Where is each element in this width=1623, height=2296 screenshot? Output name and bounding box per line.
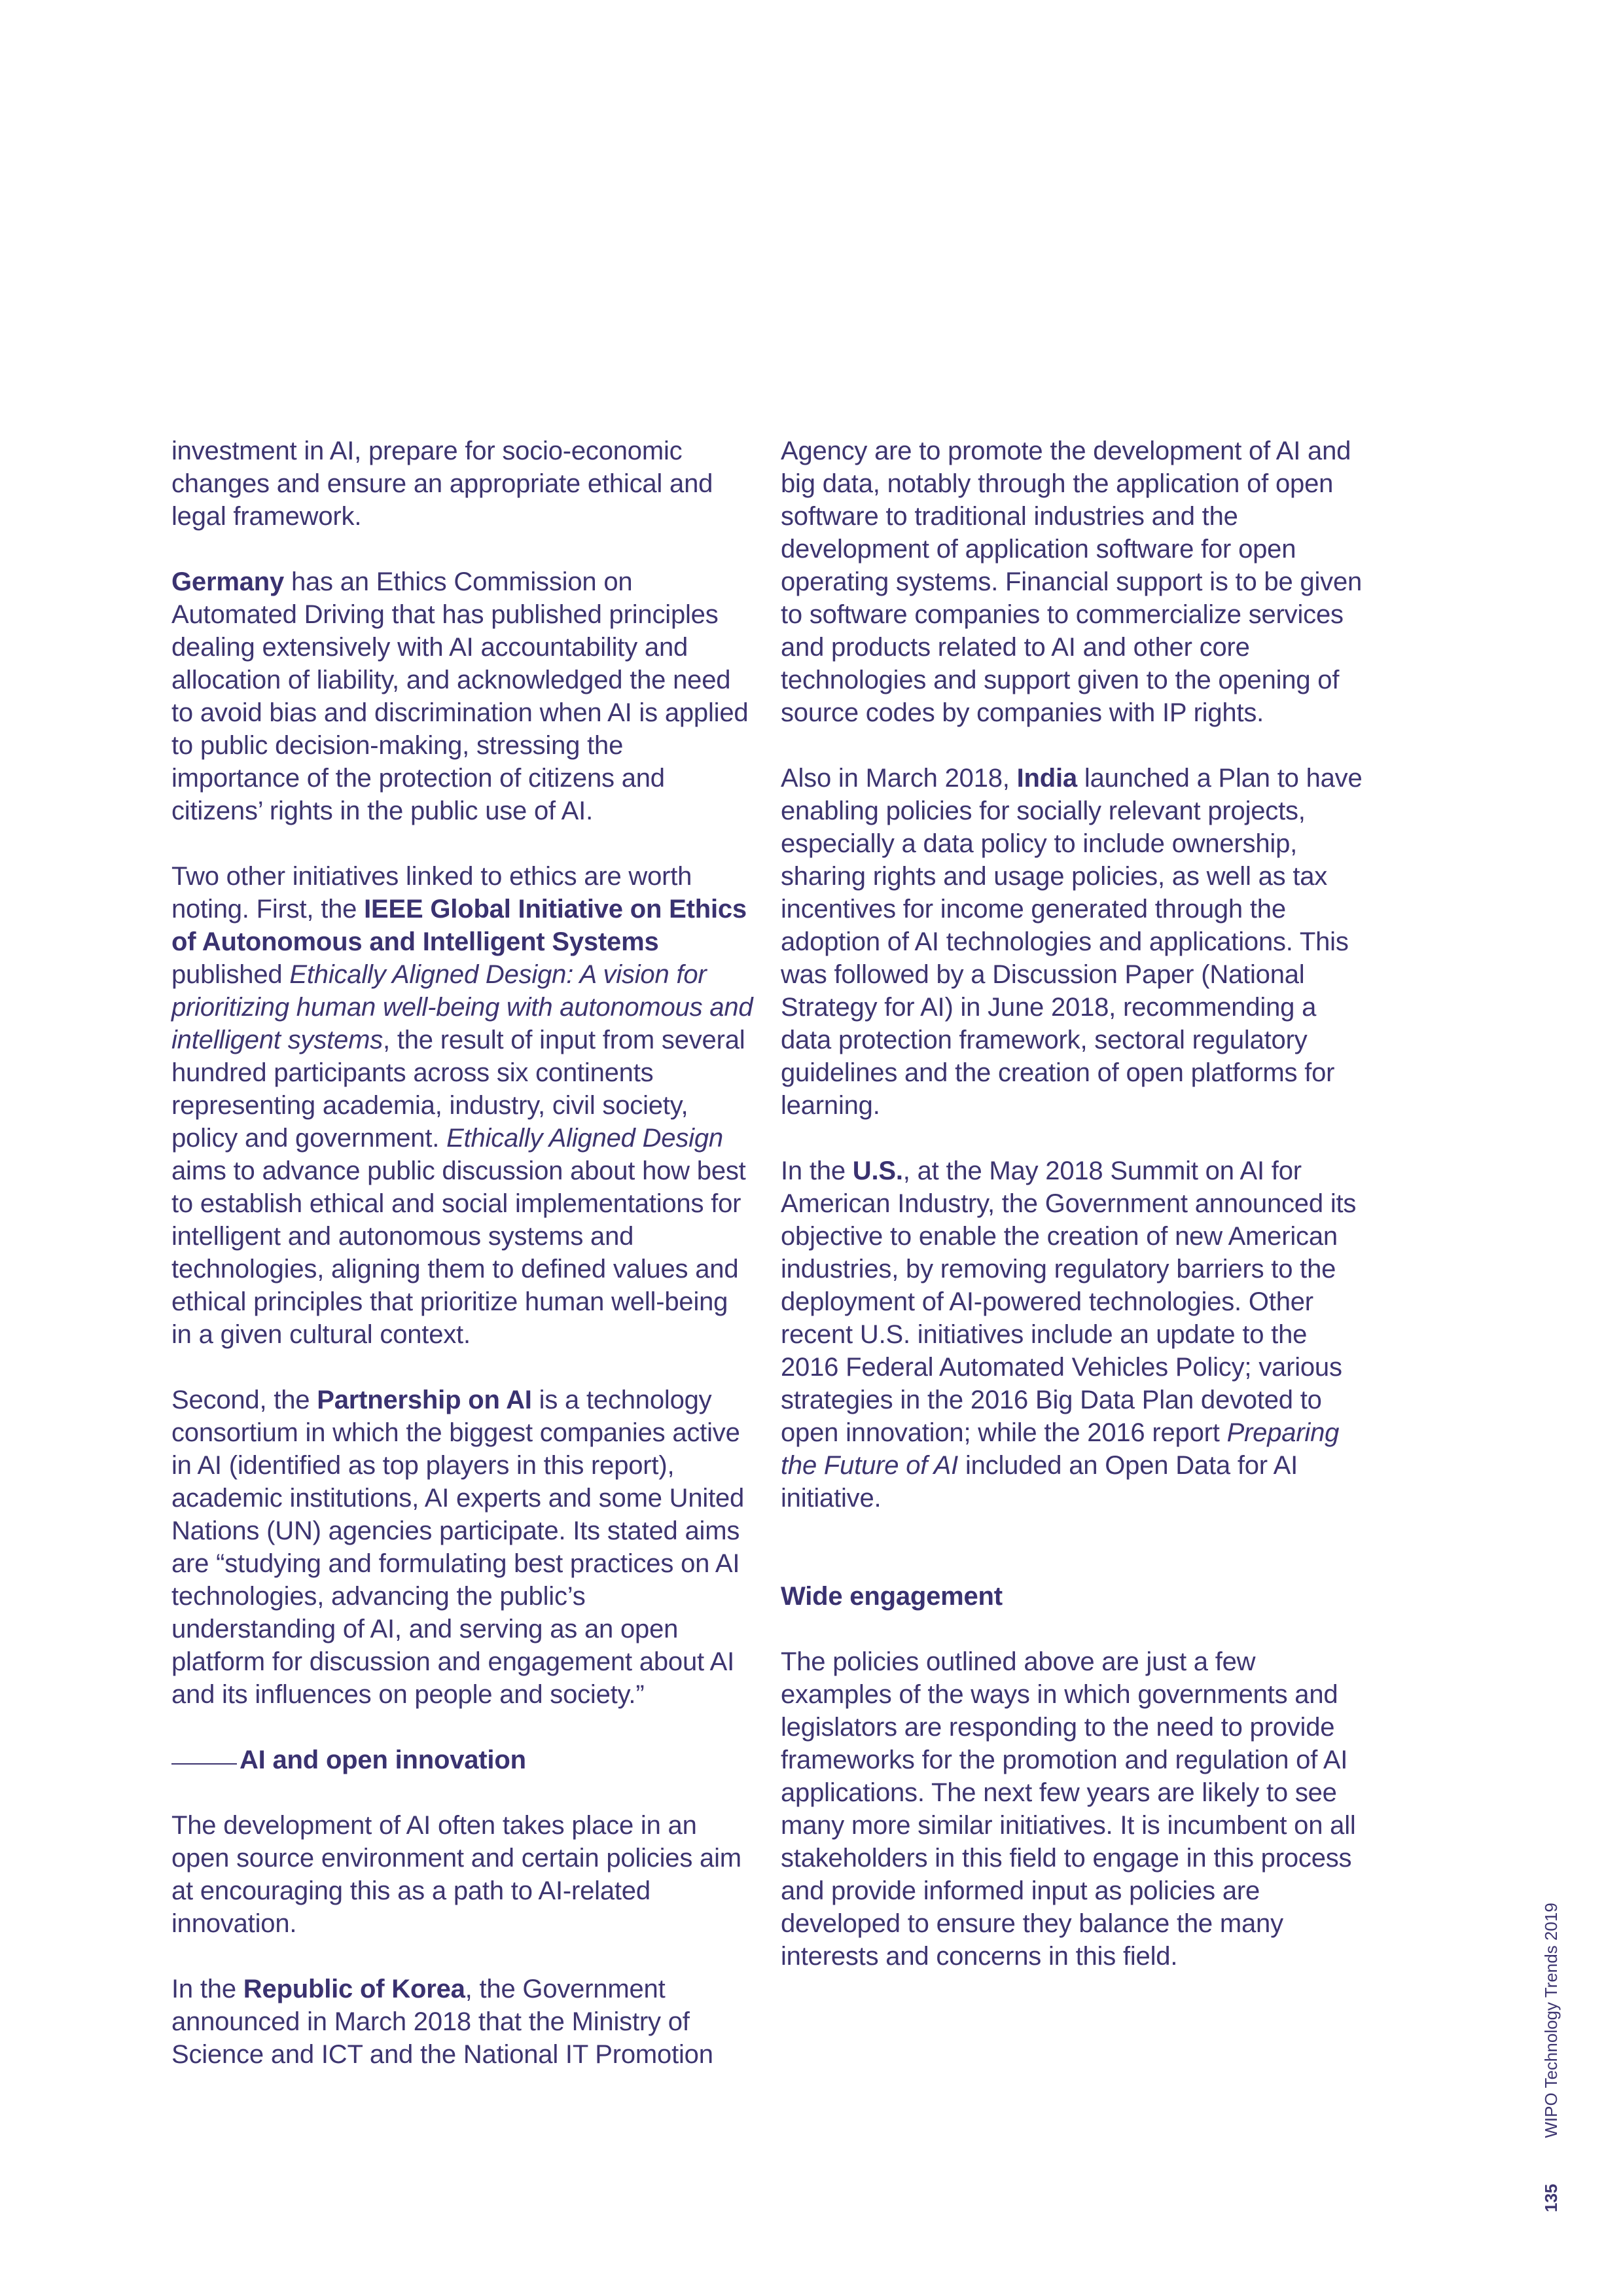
paragraph-wide-engagement: The policies outlined above are just a few examples of the ways in which governments and legislators are responding to the need to provide frameworks for the promotion and regulation of AI applications. The next few years are likely to see many more similar initiatives. It is incumbent on all stakeholders in this field to engage in this process and provide informed input as policies are developed to ensure they balance the many interests and concerns in this field. — [781, 1647, 1356, 1971]
ieee-initiative: IEEE Global Initiative on Ethics of Autonomous and Intelligent Systems — [171, 895, 747, 956]
right-column — [781, 435, 1370, 2005]
paragraph-us: In the U.S., at the May 2018 Summit on AI for American Industry, the Government announced its objective to enable the creation of new American industries, by removing regulatory barriers to the deployment of AI-powered technologies. Other recent U.S. initiatives include an update to the 2016 Federal Automated Vehicles Policy; various strategies in the 2016 Big Data Plan devoted to open innovation; while the 2016 report Preparing the Future of AI included an Open Data for AI initiative. — [781, 1157, 1357, 1513]
paragraph-germany: Germany has an Ethics Commission on Automated Driving that has published principles dealing extensively with AI accountability and allocation of liability, and acknowledged the need to avoid bias and discrimination when AI is applied to public decision-making, stressing the importance of the protection of citizens and citizens’ rights in the public use of AI. — [171, 567, 749, 825]
section-heading-wide-engagement: Wide engagement — [781, 1582, 1003, 1611]
country-india: India — [1016, 764, 1077, 793]
country-germany: Germany — [171, 567, 285, 596]
report-title: Preparing the Future of AI — [781, 1418, 1340, 1480]
paragraph-korea: In the Republic of Korea, the Government announced in March 2018 that the Ministry of Science and ICT and the National IT Promotion — [171, 1975, 713, 2069]
paragraph-india: Also in March 2018, India launched a Plan to have enabling policies for socially relevant projects, especially a data policy to include ownership, sharing rights and usage policies, as well as tax incentives for income generated through the adoption of AI technologies and applications. This was followed by a Discussion Paper (National Strategy for AI) in June 2018, recommending a data protection framework, sectoral regulatory guidelines and the creation of open platforms for learning. — [781, 764, 1363, 1120]
spacer — [781, 1547, 1370, 1580]
paragraph-ieee: Two other initiatives linked to ethics are worth noting. First, the IEEE Global Initiative on Ethics of Autonomous and Intelligent Systems published Ethically Aligned Design: A vision for prioritizing human well-being with autonomous and intelligent systems, the result of input from several hundred participants across six continents representing academia, industry, civil society, policy and government. Ethically Aligned Design aims to advance public discussion about how best to establish ethical and social implementations for intelligent and autonomous systems and technologies, aligning them to defined values and ethical principles that prioritize human well-being in a given cultural context. — [171, 862, 753, 1349]
paragraph-partnership: Second, the Partnership on AI is a technology consortium in which the biggest companies active in AI (identified as top players in this report), academic institutions, AI experts and some United Nations (UN) agencies participate. Its stated aims are “studying and formulating best practices on AI technologies, advancing the public’s understanding of AI, and serving as an open platform for discussion and engagement about AI and its influences on people and society.” — [171, 1386, 745, 1709]
paragraph-korea-agency: Agency are to promote the development of AI and big data, notably through the application of open software to traditional industries and the development of application software for open operating systems. Financial support is to be given to software companies to commercialize services and products related to AI and other core technologies and support given to the opening of source codes by companies with IP rights. — [781, 437, 1363, 727]
country-us: U.S. — [852, 1157, 903, 1185]
partnership-on-ai: Partnership on AI — [317, 1386, 532, 1414]
section-heading-open-innovation: AI and open innovation — [171, 1744, 754, 1776]
publication-name: WIPO Technology Trends 2019 — [1541, 1903, 1561, 2138]
heading-rule — [171, 1763, 237, 1765]
page-footer — [1541, 1903, 1561, 2212]
country-korea: Republic of Korea — [243, 1975, 465, 2003]
publication-title: Ethically Aligned Design: A vision for prioritizing human well-being with autonomous and intelligent systems — [171, 960, 753, 1054]
page-number: 135 — [1541, 2183, 1561, 2212]
paragraph-open-source: The development of AI often takes place in an open source environment and certain policies aim at encouraging this as a path to AI-related innovation. — [171, 1811, 741, 1938]
paragraph-socio-economic: investment in AI, prepare for socio-economic changes and ensure an appropriate ethical and legal framework. — [171, 437, 713, 531]
left-column — [171, 435, 754, 2104]
publication-title-short: Ethically Aligned Design — [446, 1124, 723, 1153]
